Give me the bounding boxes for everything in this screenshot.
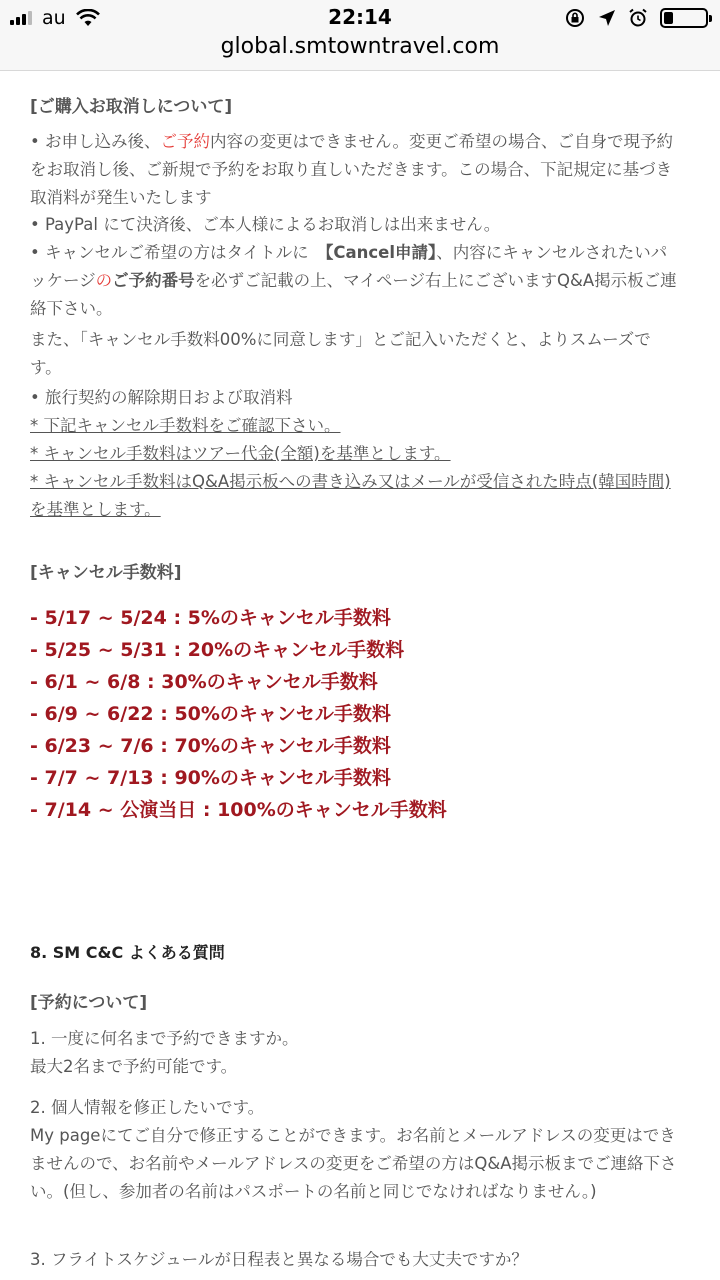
alarm-icon bbox=[628, 8, 648, 28]
carrier-label: au bbox=[42, 7, 66, 29]
fee-item: - 5/25 ~ 5/31 : 20%のキャンセル手数料 bbox=[30, 639, 405, 661]
faq-question: 1. 一度に何名まで予約できますか。 bbox=[30, 1029, 299, 1048]
location-icon bbox=[598, 9, 616, 27]
battery-icon bbox=[660, 8, 708, 28]
fee-item: - 7/14 ~ 公演当日 : 100%のキャンセル手数料 bbox=[30, 799, 447, 821]
bullet-cancel-request: • キャンセルご希望の方はタイトルに 【Cancel申請】、内容にキャンセルされたいパッケージのご予約番号を必ずご記載の上、マイページ右上にございますQ&A掲示板ご連絡下さい。 bbox=[30, 243, 677, 318]
fee-item: - 6/9 ~ 6/22 : 50%のキャンセル手数料 bbox=[30, 703, 391, 725]
also-note: また、「キャンセル手数料00%に同意します」とご記入いただくと、よりスムーズです。 bbox=[30, 330, 651, 377]
cancel-heading: [ご購入お取消しについて] bbox=[30, 97, 233, 117]
note-fee-basis: * キャンセル手数料はツアー代金(全額)を基準とします。 bbox=[30, 444, 451, 463]
fee-item: - 6/1 ~ 6/8 : 30%のキャンセル手数料 bbox=[30, 671, 378, 693]
note-check-fees: * 下記キャンセル手数料をご確認下さい。 bbox=[30, 416, 341, 435]
status-bar bbox=[0, 0, 720, 71]
fee-item: - 7/7 ~ 7/13 : 90%のキャンセル手数料 bbox=[30, 767, 391, 789]
faq-question: 3. フライトスケジュールが日程表と異なる場合でも大丈夫ですか？ bbox=[30, 1250, 528, 1269]
fee-heading: [キャンセル手数料] bbox=[30, 563, 182, 583]
faq-answer: 最大2名まで予約可能です。 bbox=[30, 1057, 238, 1076]
faq-question: 2. 個人情報を修正したいです。 bbox=[30, 1098, 265, 1117]
rotation-lock-icon bbox=[564, 7, 586, 29]
bullet-cancel-deadline: • 旅行契約の解除期日および取消料 bbox=[30, 388, 293, 407]
bullet-paypal: • PayPal にて決済後、ご本人様によるお取消しは出来ません。 bbox=[30, 215, 501, 234]
fee-item: - 6/23 ~ 7/6 : 70%のキャンセル手数料 bbox=[30, 735, 391, 757]
fee-item: - 5/17 ~ 5/24 : 5%のキャンセル手数料 bbox=[30, 607, 391, 629]
faq-answer: My pageにてご自分で修正することができます。お名前とメールアドレスの変更はできませんので、お名前やメールアドレスの変更をご希望の方はQ&A掲示板までご連絡下さい。(但し、参加者の名前はパスポートの名前と同じでなければなりません。) bbox=[30, 1126, 677, 1201]
bullet-change-policy: • お申し込み後、ご予約内容の変更はできません。変更ご希望の場合、ご自身で現予約をお取消し後、ご新規で予約をお取り直しいただきます。この場合、下記規定に基づき取消料が発生いたします bbox=[30, 132, 673, 207]
url-bar[interactable]: global.smtowntravel.com bbox=[220, 34, 500, 59]
faq-subheading: [予約について] bbox=[30, 993, 148, 1013]
faq-title: 8. SM C&C よくある質問 bbox=[30, 943, 225, 962]
clock: 22:14 bbox=[328, 5, 392, 29]
note-fee-timing: * キャンセル手数料はQ&A掲示板への書き込み又はメールが受信された時点(韓国時間)を基準とします。 bbox=[30, 472, 671, 519]
